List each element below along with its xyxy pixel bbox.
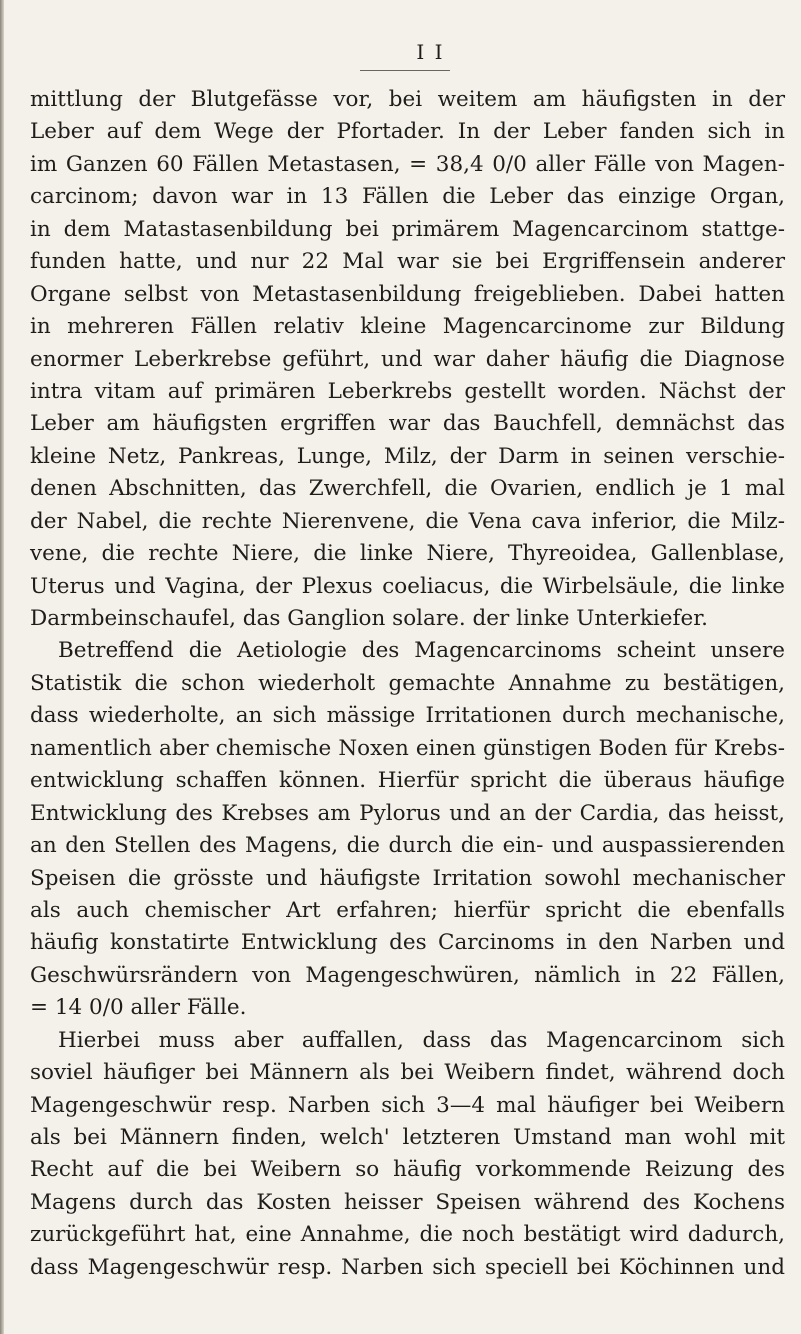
text-line: Geschwürsrändern von Magengeschwüren, nämlich in 22 Fällen, [30,962,785,988]
text-line: Statistik die schon wiederholt gemachte Annahme zu bestätigen, [30,670,785,696]
text-line: dass wiederholte, an sich mässige Irritationen durch mechanische, [30,703,785,729]
text-line: Recht auf die bei Weibern so häufig vorkommende Reizung des [30,1157,785,1183]
text-line: in dem Matastasenbildung bei primärem Magencarcinom stattge- [30,216,785,242]
text-line: namentlich aber chemische Noxen einen günstigen Boden für Krebs- [30,735,785,761]
paragraph-observation [30,1025,785,1285]
text-line: Entwicklung des Krebses am Pylorus und an der Cardia, das heisst, [30,800,785,826]
text-line: = 14 0/0 aller Fälle. [30,995,247,1021]
text-line: Speisen die grösste und häufigste Irritation sowohl mechanischer [30,865,785,891]
text-line: Magens durch das Kosten heisser Speisen während des Kochens [30,1189,785,1215]
text-line: als bei Männern finden, welch' letzteren Umstand man wohl mit [30,1125,785,1150]
text-line: entwicklung schaffen können. Hierfür spricht die überaus häufige [30,768,785,794]
text-line: im Ganzen 60 Fällen Metastasen, = 38,4 0/0 aller Fälle von Magen- [30,151,785,177]
text-line: kleine Netz, Pankreas, Lunge, Milz, der Darm in seinen verschie- [30,443,785,469]
text-line: der Nabel, die rechte Nierenvene, die Vena cava inferior, die Milz- [30,508,785,534]
text-line: häufig konstatirte Entwicklung des Carcinoms in den Narben und [30,930,785,956]
text-line: dass Magengeschwür resp. Narben sich speciell bei Köchinnen und [30,1254,785,1280]
header-rule [360,70,450,71]
text-line: Leber am häufigsten ergriffen war das Bauchfell, demnächst das [30,411,785,437]
text-line: carcinom; davon war in 13 Fällen die Leber das einzige Organ, [30,184,785,210]
book-spine-shadow [0,0,4,1334]
text-line: Darmbeinschaufel, das Ganglion solare. der linke Unterkiefer. [30,606,708,631]
body-text [30,84,785,1284]
text-line: Betreffend die Aetiologie des Magencarcinoms scheint unsere [58,638,785,664]
text-line: Leber auf dem Wege der Pfortader. In der Leber fanden sich in [30,119,785,145]
text-line: denen Abschnitten, das Zwerchfell, die Ovarien, endlich je 1 mal [30,476,785,502]
text-line: Uterus und Vagina, der Plexus coeliacus, die Wirbelsäule, die linke [30,573,785,599]
text-line: enormer Leberkrebse geführt, und war daher häufig die Diagnose [30,346,785,372]
text-line: Organe selbst von Metastasenbildung freigeblieben. Dabei hatten [30,281,785,307]
text-line: Magengeschwür resp. Narben sich 3—4 mal häufiger bei Weibern [30,1092,785,1118]
text-line: soviel häufiger bei Männern als bei Weibern findet, während doch [30,1060,785,1086]
text-line: in mehreren Fällen relativ kleine Magencarcinome zur Bildung [30,314,785,340]
page-number: I I [416,40,445,64]
text-line: intra vitam auf primären Leberkrebs gestellt worden. Nächst der [30,378,785,404]
text-line: mittlung der Blutgefässe vor, bei weitem am häufigsten in der [30,87,785,112]
paragraph-aetiology [30,635,785,1024]
text-line: funden hatte, und nur 22 Mal war sie bei Ergriffensein anderer [30,249,785,275]
text-line: vene, die rechte Niere, die linke Niere, Thyreoidea, Gallenblase, [30,541,785,567]
text-line: als auch chemischer Art erfahren; hierfür spricht die ebenfalls [30,897,785,923]
text-line: an den Stellen des Magens, die durch die ein- und auspassierenden [30,833,785,859]
text-line: zurückgeführt hat, eine Annahme, die noch bestätigt wird dadurch, [30,1222,785,1248]
text-line: Hierbei muss aber auffallen, dass das Magencarcinom sich [58,1027,785,1053]
paragraph-metastases [30,84,785,635]
